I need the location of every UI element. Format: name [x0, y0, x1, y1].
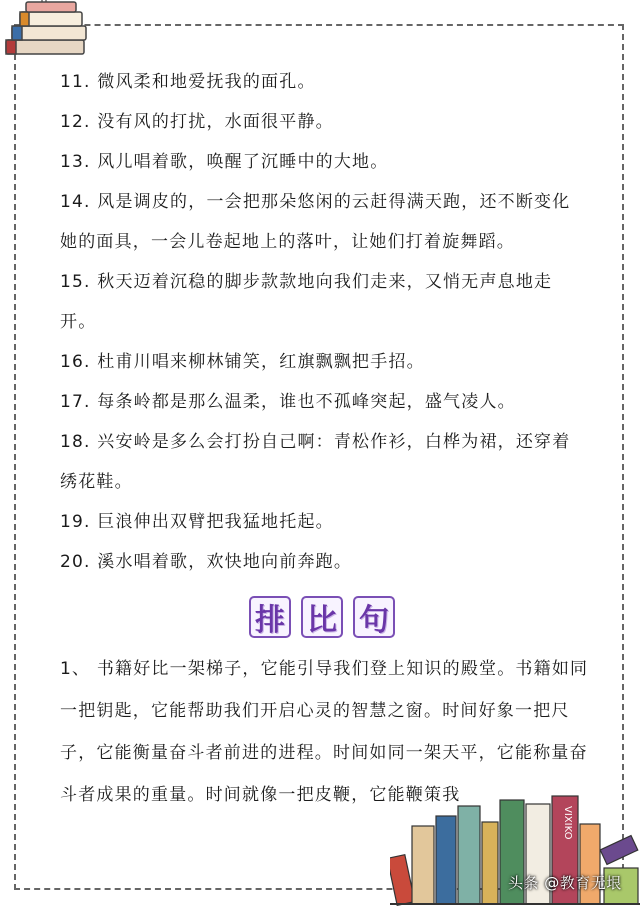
heading-char: 排	[249, 596, 291, 638]
list-item: 15. 秋天迈着沉稳的脚步款款地向我们走来，又悄无声息地走开。	[60, 272, 553, 332]
list-item: 14. 风是调皮的，一会把那朵悠闲的云赶得满天跑，还不断变化她的面具，一会儿卷起地上的落叶，让她们打着旋舞蹈。	[60, 192, 571, 252]
parallelism-paragraph: 1、 书籍好比一架梯子，它能引导我们登上知识的殿堂。书籍如同一把钥匙，它能帮助我们开启心灵的智慧之窗。时间好象一把尺子，它能衡量奋斗者前进的进程。时间如同一架天平，它能称量奋斗者成果的重量。时间就像一把皮鞭，它能鞭策我	[60, 659, 589, 805]
list-item: 11. 微风柔和地爱抚我的面孔。	[60, 72, 316, 92]
watermark: 头条 @教育无垠	[508, 874, 622, 892]
heading-char: 比	[301, 596, 343, 638]
list-item: 18. 兴安岭是多么会打扮自己啊：青松作衫，白桦为裙，还穿着绣花鞋。	[60, 432, 571, 492]
list-item: 17. 每条岭都是那么温柔，谁也不孤峰突起，盛气凌人。	[60, 392, 516, 412]
list-item: 16. 杜甫川唱来柳林铺笑，红旗飘飘把手招。	[60, 352, 425, 372]
list-item: 20. 溪水唱着歌，欢快地向前奔跑。	[60, 552, 353, 572]
book-stack-icon	[2, 0, 94, 62]
list-item: 13. 风儿唱着歌，唤醒了沉睡中的大地。	[60, 152, 389, 172]
list-item: 19. 巨浪伸出双臂把我猛地托起。	[60, 512, 334, 532]
list-item: 12. 没有风的打扰，水面很平静。	[60, 112, 334, 132]
heading-char: 句	[353, 596, 395, 638]
section-heading	[56, 596, 588, 638]
book-spine-label: VIXIKO	[562, 806, 573, 840]
content-area	[60, 62, 588, 816]
